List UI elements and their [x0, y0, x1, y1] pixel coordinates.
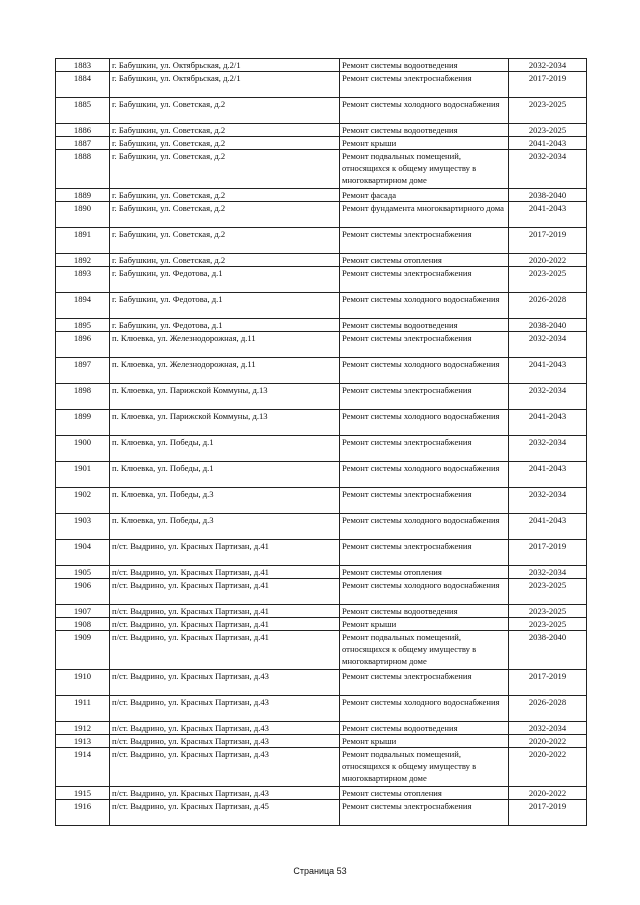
- row-work-type: Ремонт системы холодного водоснабжения: [340, 462, 509, 488]
- row-number: 1883: [56, 59, 110, 72]
- row-address: п. Клюевка, ул. Железнодорожная, д.11: [110, 332, 340, 358]
- row-address: п/ст. Выдрино, ул. Красных Партизан, д.41: [110, 631, 340, 670]
- row-period: 2017-2019: [509, 670, 587, 696]
- table-row: [56, 293, 587, 319]
- table-row: [56, 618, 587, 631]
- table-row: [56, 514, 587, 540]
- row-address: п/ст. Выдрино, ул. Красных Партизан, д.41: [110, 605, 340, 618]
- row-period: 2032-2034: [509, 384, 587, 410]
- row-work-type: Ремонт системы холодного водоснабжения: [340, 358, 509, 384]
- row-work-type: Ремонт крыши: [340, 618, 509, 631]
- row-period: 2017-2019: [509, 72, 587, 98]
- row-period: 2038-2040: [509, 631, 587, 670]
- row-work-type: Ремонт подвальных помещений, относящихся к общему имуществу в многоквартирном доме: [340, 631, 509, 670]
- table-row: [56, 631, 587, 670]
- row-period: 2020-2022: [509, 787, 587, 800]
- table-row: [56, 488, 587, 514]
- row-work-type: Ремонт фундамента многоквартирного дома: [340, 202, 509, 228]
- row-number: 1895: [56, 319, 110, 332]
- row-period: 2023-2025: [509, 267, 587, 293]
- table-row: [56, 228, 587, 254]
- row-work-type: Ремонт системы холодного водоснабжения: [340, 410, 509, 436]
- row-address: п. Клюевка, ул. Парижской Коммуны, д.13: [110, 384, 340, 410]
- row-number: 1914: [56, 748, 110, 787]
- row-work-type: Ремонт фасада: [340, 189, 509, 202]
- row-number: 1911: [56, 696, 110, 722]
- row-address: г. Бабушкин, ул. Советская, д.2: [110, 98, 340, 124]
- row-address: г. Бабушкин, ул. Советская, д.2: [110, 202, 340, 228]
- row-work-type: Ремонт подвальных помещений, относящихся к общему имуществу в многоквартирном доме: [340, 748, 509, 787]
- row-work-type: Ремонт системы холодного водоснабжения: [340, 579, 509, 605]
- row-address: п/ст. Выдрино, ул. Красных Партизан, д.43: [110, 722, 340, 735]
- table-row: [56, 800, 587, 826]
- row-number: 1906: [56, 579, 110, 605]
- table-row: [56, 72, 587, 98]
- row-address: п. Клюевка, ул. Победы, д.1: [110, 462, 340, 488]
- row-period: 2032-2034: [509, 59, 587, 72]
- table-row: [56, 254, 587, 267]
- row-work-type: Ремонт крыши: [340, 137, 509, 150]
- row-period: 2023-2025: [509, 579, 587, 605]
- row-period: 2041-2043: [509, 514, 587, 540]
- row-work-type: Ремонт системы отопления: [340, 254, 509, 267]
- row-period: 2023-2025: [509, 605, 587, 618]
- table-row: [56, 462, 587, 488]
- table-row: [56, 150, 587, 189]
- row-address: п/ст. Выдрино, ул. Красных Партизан, д.45: [110, 800, 340, 826]
- row-work-type: Ремонт системы электроснабжения: [340, 72, 509, 98]
- row-number: 1908: [56, 618, 110, 631]
- table-row: [56, 202, 587, 228]
- table-row: [56, 540, 587, 566]
- table-row: [56, 189, 587, 202]
- row-work-type: Ремонт системы холодного водоснабжения: [340, 696, 509, 722]
- row-work-type: Ремонт системы электроснабжения: [340, 488, 509, 514]
- row-work-type: Ремонт системы холодного водоснабжения: [340, 98, 509, 124]
- row-address: п/ст. Выдрино, ул. Красных Партизан, д.43: [110, 670, 340, 696]
- row-address: п. Клюевка, ул. Победы, д.3: [110, 488, 340, 514]
- row-work-type: Ремонт системы водоотведения: [340, 605, 509, 618]
- table-row: [56, 332, 587, 358]
- row-work-type: Ремонт крыши: [340, 735, 509, 748]
- row-period: 2032-2034: [509, 566, 587, 579]
- table-row: [56, 267, 587, 293]
- row-number: 1898: [56, 384, 110, 410]
- row-number: 1901: [56, 462, 110, 488]
- row-period: 2017-2019: [509, 228, 587, 254]
- row-work-type: Ремонт системы электроснабжения: [340, 670, 509, 696]
- row-address: г. Бабушкин, ул. Федотова, д.1: [110, 267, 340, 293]
- row-period: 2023-2025: [509, 98, 587, 124]
- row-period: 2017-2019: [509, 540, 587, 566]
- row-work-type: Ремонт системы электроснабжения: [340, 800, 509, 826]
- row-period: 2041-2043: [509, 358, 587, 384]
- row-number: 1893: [56, 267, 110, 293]
- row-work-type: Ремонт системы электроснабжения: [340, 267, 509, 293]
- table-row: [56, 605, 587, 618]
- row-period: 2041-2043: [509, 202, 587, 228]
- row-number: 1890: [56, 202, 110, 228]
- row-number: 1884: [56, 72, 110, 98]
- row-number: 1891: [56, 228, 110, 254]
- row-period: 2023-2025: [509, 124, 587, 137]
- row-address: п. Клюевка, ул. Победы, д.3: [110, 514, 340, 540]
- row-period: 2020-2022: [509, 748, 587, 787]
- row-address: г. Бабушкин, ул. Советская, д.2: [110, 189, 340, 202]
- page-number: Страница 53: [293, 866, 347, 876]
- row-period: 2032-2034: [509, 150, 587, 189]
- row-number: 1903: [56, 514, 110, 540]
- row-period: 2041-2043: [509, 410, 587, 436]
- table-row: [56, 566, 587, 579]
- row-address: г. Бабушкин, ул. Советская, д.2: [110, 124, 340, 137]
- row-number: 1897: [56, 358, 110, 384]
- row-number: 1912: [56, 722, 110, 735]
- table-row: [56, 436, 587, 462]
- row-number: 1900: [56, 436, 110, 462]
- row-number: 1904: [56, 540, 110, 566]
- row-address: п/ст. Выдрино, ул. Красных Партизан, д.43: [110, 787, 340, 800]
- row-number: 1910: [56, 670, 110, 696]
- row-period: 2017-2019: [509, 800, 587, 826]
- table-row: [56, 59, 587, 72]
- row-period: 2023-2025: [509, 618, 587, 631]
- row-work-type: Ремонт системы водоотведения: [340, 124, 509, 137]
- row-number: 1913: [56, 735, 110, 748]
- row-period: 2026-2028: [509, 696, 587, 722]
- row-number: 1909: [56, 631, 110, 670]
- row-period: 2041-2043: [509, 462, 587, 488]
- table-row: [56, 137, 587, 150]
- table-row: [56, 384, 587, 410]
- row-number: 1894: [56, 293, 110, 319]
- row-work-type: Ремонт системы электроснабжения: [340, 540, 509, 566]
- row-period: 2020-2022: [509, 254, 587, 267]
- row-work-type: Ремонт системы водоотведения: [340, 319, 509, 332]
- table-row: [56, 722, 587, 735]
- row-work-type: Ремонт системы электроснабжения: [340, 436, 509, 462]
- row-period: 2038-2040: [509, 319, 587, 332]
- row-work-type: Ремонт системы водоотведения: [340, 722, 509, 735]
- row-address: г. Бабушкин, ул. Советская, д.2: [110, 137, 340, 150]
- row-address: п/ст. Выдрино, ул. Красных Партизан, д.43: [110, 735, 340, 748]
- row-address: п/ст. Выдрино, ул. Красных Партизан, д.43: [110, 696, 340, 722]
- row-address: г. Бабушкин, ул. Федотова, д.1: [110, 293, 340, 319]
- row-work-type: Ремонт системы холодного водоснабжения: [340, 514, 509, 540]
- row-address: п/ст. Выдрино, ул. Красных Партизан, д.41: [110, 579, 340, 605]
- row-address: г. Бабушкин, ул. Федотова, д.1: [110, 319, 340, 332]
- row-number: 1886: [56, 124, 110, 137]
- table-row: [56, 124, 587, 137]
- table-row: [56, 748, 587, 787]
- row-address: г. Бабушкин, ул. Октябрьская, д.2/1: [110, 72, 340, 98]
- row-period: 2032-2034: [509, 436, 587, 462]
- table-row: [56, 670, 587, 696]
- row-number: 1896: [56, 332, 110, 358]
- row-number: 1915: [56, 787, 110, 800]
- row-number: 1899: [56, 410, 110, 436]
- table-row: [56, 579, 587, 605]
- row-number: 1889: [56, 189, 110, 202]
- row-number: 1902: [56, 488, 110, 514]
- row-address: г. Бабушкин, ул. Советская, д.2: [110, 254, 340, 267]
- table-row: [56, 735, 587, 748]
- table-row: [56, 696, 587, 722]
- row-address: г. Бабушкин, ул. Октябрьская, д.2/1: [110, 59, 340, 72]
- table-body: [56, 59, 587, 826]
- row-work-type: Ремонт подвальных помещений, относящихся к общему имуществу в многоквартирном доме: [340, 150, 509, 189]
- row-number: 1907: [56, 605, 110, 618]
- row-period: 2032-2034: [509, 332, 587, 358]
- row-work-type: Ремонт системы электроснабжения: [340, 228, 509, 254]
- table-row: [56, 787, 587, 800]
- row-number: 1905: [56, 566, 110, 579]
- table-row: [56, 98, 587, 124]
- row-work-type: Ремонт системы отопления: [340, 566, 509, 579]
- row-period: 2041-2043: [509, 137, 587, 150]
- row-address: п. Клюевка, ул. Парижской Коммуны, д.13: [110, 410, 340, 436]
- row-number: 1892: [56, 254, 110, 267]
- row-number: 1885: [56, 98, 110, 124]
- row-work-type: Ремонт системы отопления: [340, 787, 509, 800]
- row-period: 2020-2022: [509, 735, 587, 748]
- row-address: г. Бабушкин, ул. Советская, д.2: [110, 150, 340, 189]
- row-number: 1887: [56, 137, 110, 150]
- row-address: п/ст. Выдрино, ул. Красных Партизан, д.41: [110, 618, 340, 631]
- row-address: п/ст. Выдрино, ул. Красных Партизан, д.41: [110, 540, 340, 566]
- row-work-type: Ремонт системы электроснабжения: [340, 384, 509, 410]
- row-address: п/ст. Выдрино, ул. Красных Партизан, д.43: [110, 748, 340, 787]
- table-row: [56, 410, 587, 436]
- capital-repair-table: [55, 58, 587, 826]
- row-address: п. Клюевка, ул. Железнодорожная, д.11: [110, 358, 340, 384]
- table-row: [56, 358, 587, 384]
- row-address: г. Бабушкин, ул. Советская, д.2: [110, 228, 340, 254]
- row-address: п/ст. Выдрино, ул. Красных Партизан, д.41: [110, 566, 340, 579]
- table-row: [56, 319, 587, 332]
- row-period: 2032-2034: [509, 488, 587, 514]
- row-number: 1916: [56, 800, 110, 826]
- row-period: 2026-2028: [509, 293, 587, 319]
- row-address: п. Клюевка, ул. Победы, д.1: [110, 436, 340, 462]
- row-number: 1888: [56, 150, 110, 189]
- row-period: 2038-2040: [509, 189, 587, 202]
- row-work-type: Ремонт системы холодного водоснабжения: [340, 293, 509, 319]
- row-work-type: Ремонт системы водоотведения: [340, 59, 509, 72]
- row-period: 2032-2034: [509, 722, 587, 735]
- row-work-type: Ремонт системы электроснабжения: [340, 332, 509, 358]
